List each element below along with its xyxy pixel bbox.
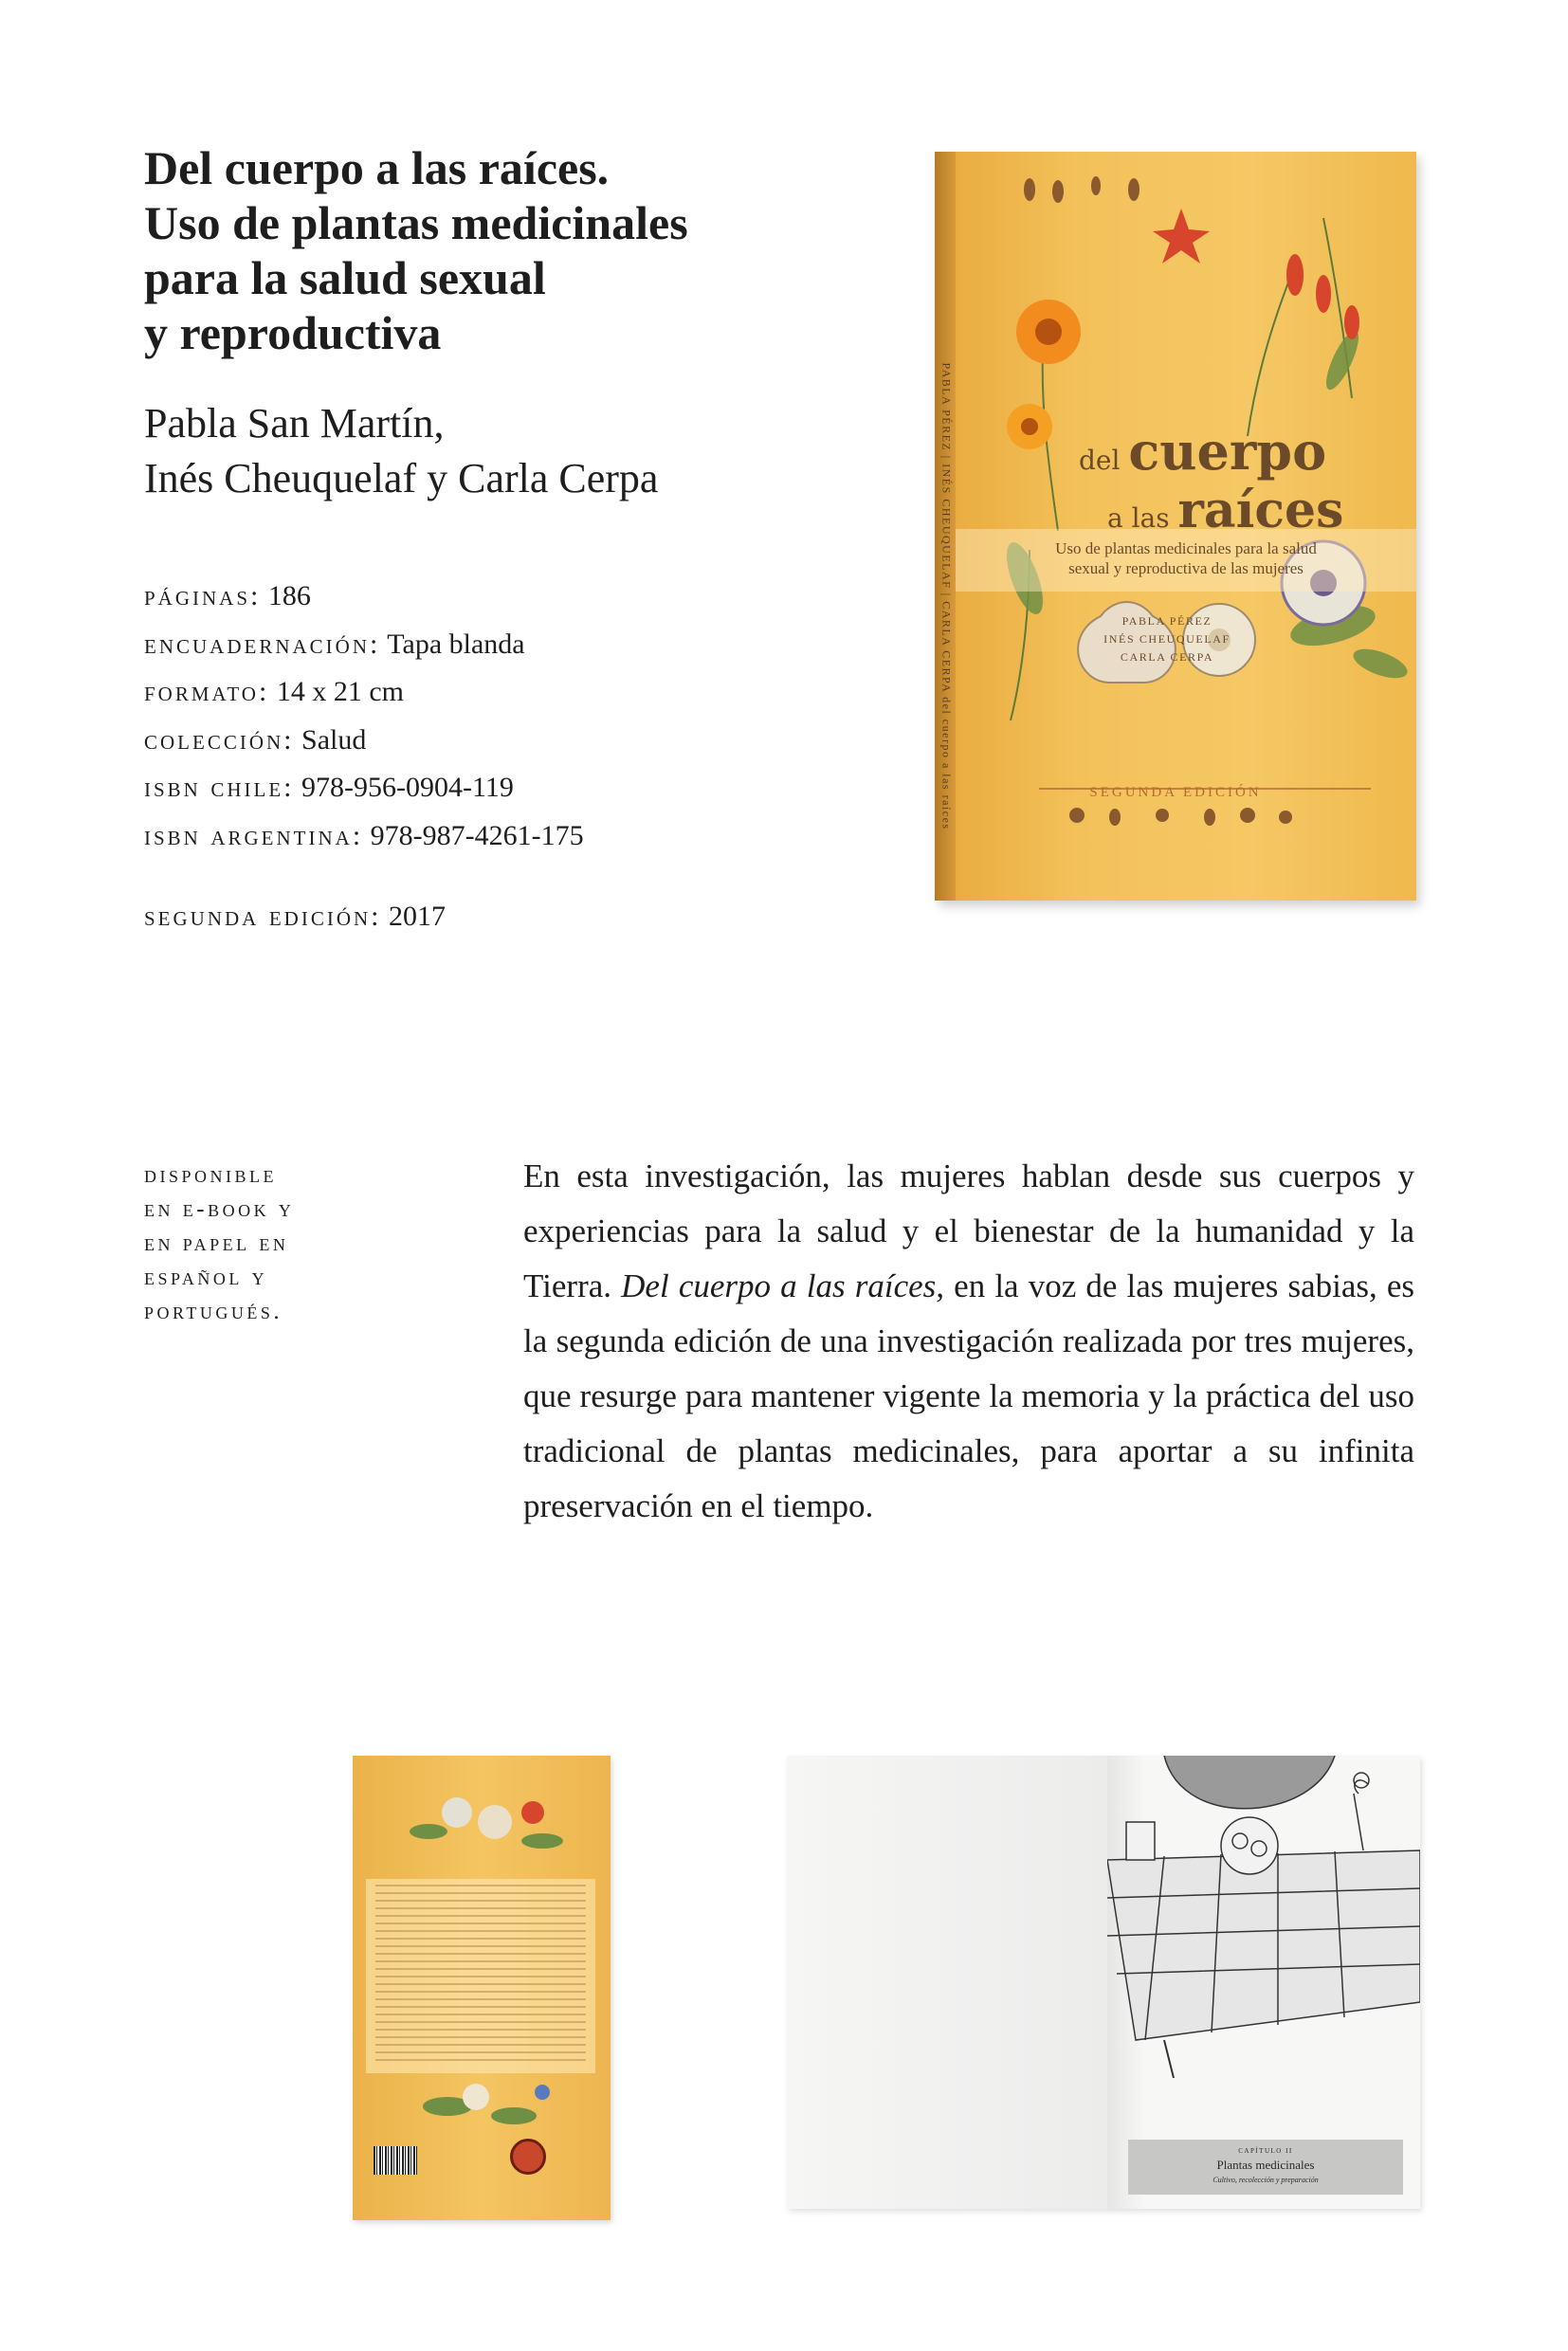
availability-note — [144, 1158, 391, 1329]
book-title — [144, 140, 846, 360]
logo-big-text: raíces — [1177, 482, 1344, 539]
chapter-subtitle: Cultivo, recolección y preparación — [1212, 2176, 1319, 2184]
cover-authors — [1096, 612, 1238, 666]
availability-line: en e-book y — [144, 1196, 295, 1222]
cover-edition-badge: SEGUNDA EDICIÓN — [1089, 785, 1262, 800]
book-details — [144, 573, 865, 860]
detail-label: encuadernación: — [144, 628, 381, 660]
logo-small-text: a las — [1107, 502, 1170, 534]
chapter-header — [1128, 2140, 1403, 2195]
book-title-line: para la salud sexual — [144, 251, 546, 304]
cover-author: INÉS CHEUQUELAF — [1103, 632, 1231, 646]
logo-small-text: del — [1079, 445, 1121, 476]
availability-line: disponible — [144, 1162, 278, 1188]
left-page — [787, 1756, 1107, 2209]
detail-value: Tapa blanda — [387, 628, 525, 660]
chapter-title: Plantas medicinales — [1216, 2158, 1315, 2172]
detail-value: 14 x 21 cm — [276, 676, 404, 707]
interior-spread-image — [787, 1756, 1420, 2209]
chapter-kicker: CAPÍTULO II — [1238, 2147, 1293, 2155]
edition-value: 2017 — [389, 901, 446, 932]
detail-label: isbn chile: — [144, 772, 295, 803]
author-line: Inés Cheuquelaf y Carla Cerpa — [144, 455, 659, 501]
detail-value: 186 — [267, 580, 311, 611]
description-intro: En esta investigación, las mujeres hablan desde sus cuerpos y experiencias para la salud y el bienestar de la humanidad y la Tierra. — [523, 1157, 1414, 1304]
kitchen-table-illustration — [1107, 1756, 1420, 2078]
detail-label: páginas: — [144, 580, 262, 611]
description-italic-title: Del cuerpo a las raíces, — [621, 1267, 945, 1304]
cover-author: CARLA CERPA — [1120, 650, 1214, 664]
spine-text: PABLA PÉREZ | INÉS CHEUQUELAF | CARLA CERPA del cuerpo a las raíces — [939, 362, 954, 830]
cover-subtitle — [992, 538, 1380, 578]
book-title-line: Uso de plantas medicinales — [144, 196, 688, 249]
calendula-icon — [1007, 300, 1081, 449]
detail-binding — [144, 621, 865, 669]
availability-line: portugués. — [144, 1299, 283, 1324]
book-title-line: Del cuerpo a las raíces. — [144, 141, 610, 194]
detail-label: colección: — [144, 723, 295, 756]
book-authors — [144, 396, 865, 506]
detail-format — [144, 668, 865, 717]
front-cover-image — [935, 152, 1416, 901]
book-title-line: y reproductiva — [144, 306, 442, 359]
detail-isbn-chile — [144, 764, 865, 812]
detail-label: formato: — [144, 676, 270, 707]
book-description — [523, 1149, 1414, 1534]
availability-line: español y — [144, 1265, 268, 1290]
detail-pages — [144, 573, 865, 621]
back-cover-image — [353, 1756, 611, 2220]
logo-big-text: cuerpo — [1128, 421, 1327, 482]
detail-label: isbn argentina: — [144, 819, 364, 851]
table-leg — [1164, 2040, 1174, 2078]
edition-info — [144, 901, 446, 933]
back-cover-blurb — [366, 1879, 595, 2073]
description-rest: en la voz de las mujeres sabias, es la segunda edición de una investigación realizada por tres mujeres, que resurge para mantener vigente la memoria y la práctica del uso tradicional de plantas medicinales, para aportar a su infinita preservación en el tiempo. — [523, 1267, 1415, 1524]
detail-value: 978-987-4261-175 — [370, 819, 584, 851]
detail-collection — [144, 717, 865, 765]
logo-line — [1079, 421, 1326, 482]
cover-subtitle-line: sexual y reproductiva de las mujeres — [1068, 559, 1304, 577]
cover-author: PABLA PÉREZ — [1121, 614, 1212, 628]
author-line: Pabla San Martín, — [144, 400, 445, 447]
edition-label: segunda edición: — [144, 901, 382, 932]
detail-isbn-argentina — [144, 812, 865, 861]
detail-value: Salud — [301, 723, 367, 756]
publisher-logo — [510, 2139, 546, 2175]
cover-subtitle-line: Uso de plantas medicinales para la salud — [1055, 539, 1317, 557]
barcode — [374, 2146, 417, 2175]
fuchsia-icon — [1153, 209, 1359, 339]
detail-value: 978-956-0904-119 — [301, 772, 514, 803]
availability-line: en papel en — [144, 1230, 289, 1256]
